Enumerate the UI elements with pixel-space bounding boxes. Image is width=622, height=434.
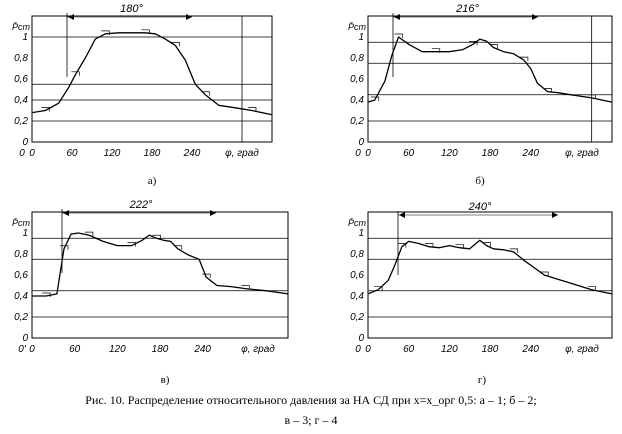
- plot-frame: [32, 212, 288, 338]
- x-axis-label: φ, град: [565, 148, 599, 159]
- x-origin-label: 0: [355, 148, 361, 159]
- x-tick-label: 0: [365, 148, 371, 159]
- y-tick-label: 0,6: [350, 270, 364, 281]
- plot-frame: [368, 16, 612, 142]
- x-tick-label: 120: [108, 344, 126, 355]
- span-label: 216°: [456, 3, 479, 15]
- y-tick-label: 0,8: [14, 53, 28, 64]
- panel-label: в): [160, 374, 170, 386]
- panel-label: г): [477, 374, 487, 386]
- y-tick-label: 0,6: [14, 270, 28, 281]
- x-axis-label: φ, град: [241, 344, 275, 355]
- y-tick-label: 1: [358, 32, 364, 43]
- span-arrow-left: [394, 14, 400, 20]
- span-arrow-left: [399, 212, 405, 218]
- y-tick-label: 1: [358, 228, 364, 239]
- y-tick-label: 0,8: [14, 249, 28, 260]
- x-tick-label: 180: [481, 344, 499, 355]
- y-axis-label: P̄ст: [12, 22, 30, 32]
- span-arrow-left: [63, 210, 69, 216]
- y-tick-label: 1: [22, 32, 28, 43]
- x-axis-label: φ, град: [225, 148, 259, 159]
- span-arrow-right: [532, 14, 538, 20]
- span-arrow-left: [68, 14, 74, 20]
- y-tick-label: 0: [358, 333, 364, 344]
- x-tick-label: 240: [522, 148, 540, 159]
- x-tick-label: 180: [151, 344, 169, 355]
- y-tick-label: 0,4: [14, 291, 28, 302]
- panel-label: а): [147, 175, 157, 187]
- x-tick-label: 60: [403, 344, 415, 355]
- x-tick-label: 0: [365, 344, 371, 355]
- caption-line1: Рис. 10. Распределение относительного давления за НА СД при x=x_орг 0,5: а – 1; б – 2;: [85, 393, 537, 407]
- series-line: [368, 37, 612, 102]
- y-tick-label: 0,4: [350, 291, 364, 302]
- span-arrow-right: [210, 210, 216, 216]
- x-origin-label: 0': [18, 344, 26, 355]
- y-tick-label: 0,2: [14, 312, 28, 323]
- x-tick-label: 0: [29, 148, 35, 159]
- series-line: [32, 33, 272, 115]
- y-tick-label: 0,2: [14, 116, 28, 127]
- span-label: 240°: [468, 201, 492, 213]
- y-tick-label: 0,2: [350, 312, 364, 323]
- y-axis-label: P̄ст: [348, 22, 366, 32]
- caption-line2: в – 3; г – 4: [284, 413, 338, 427]
- x-tick-label: 120: [440, 344, 458, 355]
- y-tick-label: 0,8: [350, 249, 364, 260]
- x-axis-label: φ, град: [565, 344, 599, 355]
- y-tick-label: 0,6: [14, 74, 28, 85]
- span-arrow-right: [552, 212, 558, 218]
- x-tick-label: 240: [522, 344, 540, 355]
- x-tick-label: 180: [143, 148, 161, 159]
- x-tick-label: 60: [66, 148, 78, 159]
- x-tick-label: 120: [103, 148, 121, 159]
- series-line: [368, 240, 612, 294]
- x-tick-label: 120: [440, 148, 458, 159]
- x-tick-label: 0: [29, 344, 35, 355]
- plot-frame: [368, 212, 612, 338]
- y-tick-label: 0,2: [350, 116, 364, 127]
- x-tick-label: 180: [481, 148, 499, 159]
- span-arrow-right: [186, 14, 192, 20]
- x-tick-label: 240: [183, 148, 201, 159]
- y-tick-label: 0,4: [350, 95, 364, 106]
- y-axis-label: P̄ст: [12, 218, 30, 228]
- x-tick-label: 60: [69, 344, 81, 355]
- y-axis-label: P̄ст: [348, 218, 366, 228]
- x-origin-label: 0: [355, 344, 361, 355]
- panel-label: б): [475, 175, 485, 187]
- span-label: 180°: [120, 3, 143, 15]
- y-tick-label: 0: [22, 137, 28, 148]
- span-label: 222°: [129, 199, 153, 211]
- y-tick-label: 0,6: [350, 74, 364, 85]
- y-tick-label: 0,8: [350, 53, 364, 64]
- plot-frame: [32, 16, 272, 142]
- y-tick-label: 0: [358, 137, 364, 148]
- y-tick-label: 0,4: [14, 95, 28, 106]
- x-origin-label: 0: [19, 148, 25, 159]
- y-tick-label: 0: [22, 333, 28, 344]
- x-tick-label: 60: [403, 148, 415, 159]
- x-tick-label: 240: [194, 344, 212, 355]
- y-tick-label: 1: [22, 228, 28, 239]
